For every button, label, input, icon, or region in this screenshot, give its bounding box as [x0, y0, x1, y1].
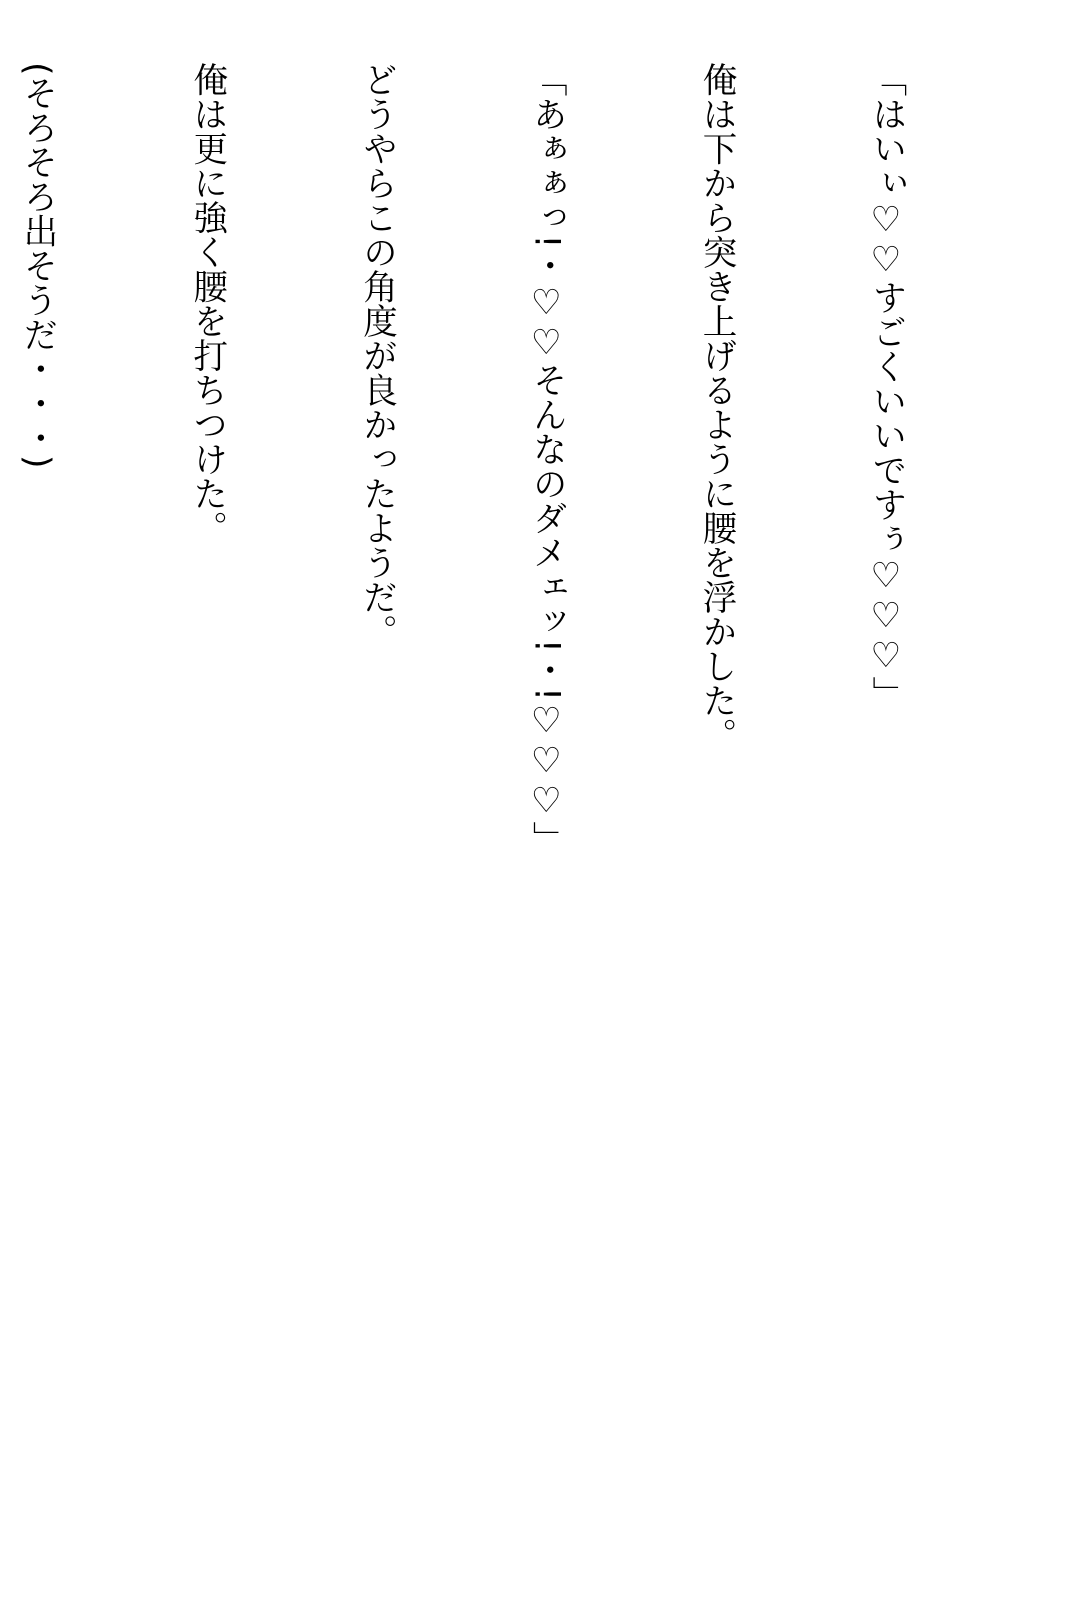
text-line-3: 「あぁぁっ!・♡♡そんなのダメェッ!・!♡♡♡」: [526, 62, 567, 856]
text-line-5: 俺は更に強く腰を打ちつけた。: [186, 62, 227, 545]
text-line-1: 「はいぃ♡♡すごくいいですぅ♡♡♡」: [865, 62, 906, 711]
text-line-2: 俺は下から突き上げるように腰を浮かした。: [696, 62, 737, 752]
vertical-text-block: [0, 62, 1027, 1142]
text-line-4: どうやらこの角度が良かったようだ。: [356, 62, 397, 649]
text-line-6: (そろそろ出そうだ・・・): [16, 62, 57, 469]
